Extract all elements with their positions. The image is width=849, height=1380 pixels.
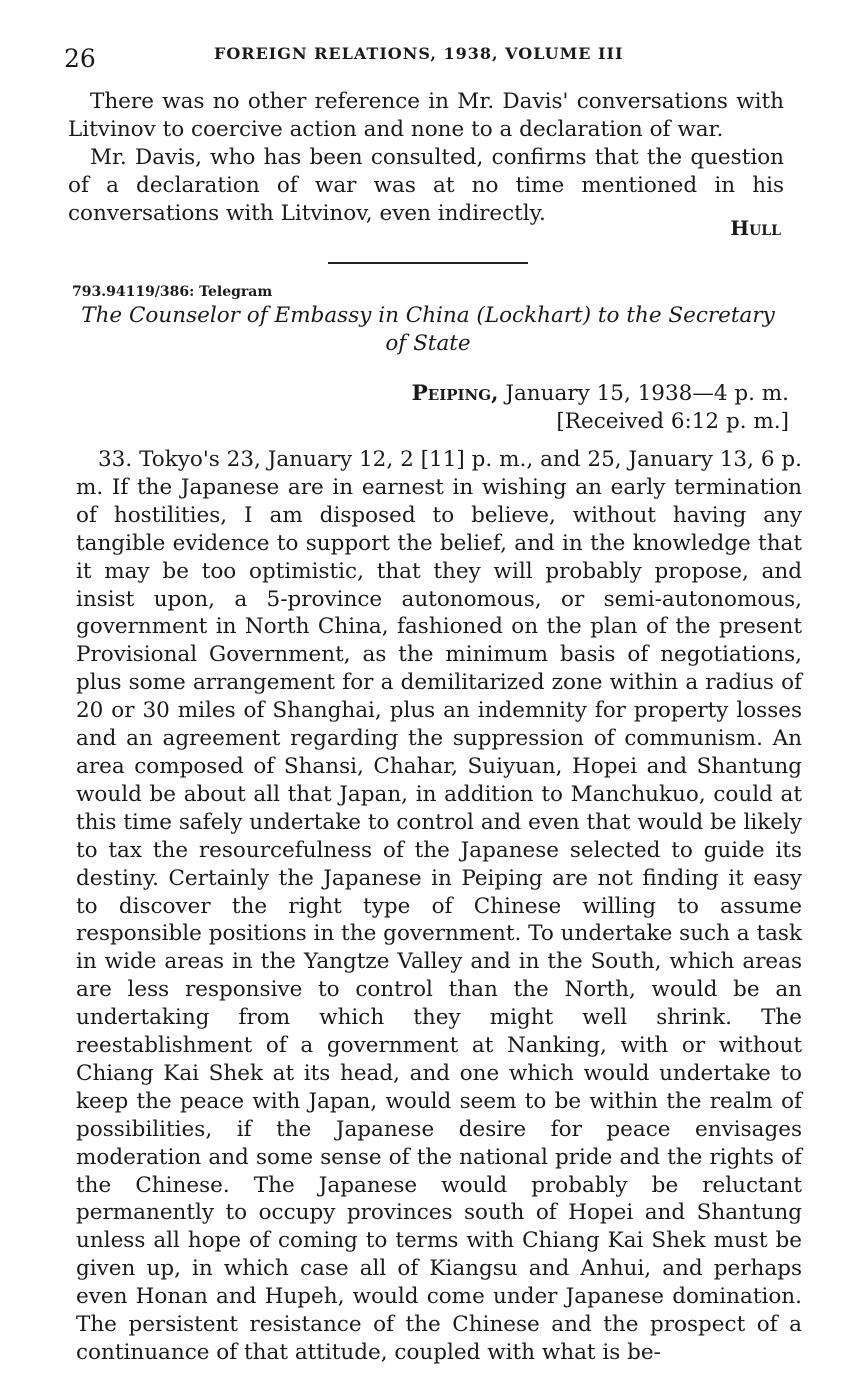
file-reference: 793.94119/386: Telegram	[72, 284, 273, 300]
received-line: [Received 6:12 p. m.]	[556, 409, 789, 434]
paragraph-previous-2: Mr. Davis, who has been consulted, confirms that the question of a declaration of war was at no time mentioned in his conversations with Litvinov, even indirectly.	[68, 145, 784, 226]
running-head: FOREIGN RELATIONS, 1938, VOLUME III	[214, 44, 624, 63]
telegram-body: 33. Tokyo's 23, January 12, 2 [11] p. m., and 25, January 13, 6 p. m. If the Japanese are in earnest in wishing an early termination of hostilities, I am disposed to believe, without having any tangible evidence to support the belief, and in the knowledge that it may be too optimistic, that they will probably propose, and insist upon, a 5-province autonomous, or semi-autonomous, government in North China, fashioned on the plan of the present Provisional Government, as the minimum basis of negotiations, plus some arrangement for a demilitarized zone within a radius of 20 or 30 miles of Shanghai, plus an indemnity for property losses and an agreement regarding the suppression of communism. An area composed of Shansi, Chahar, Suiyuan, Hopei and Shantung would be about all that Japan, in addition to Manchukuo, could at this time safely undertake to control and even that would be likely to tax the resourcefulness of the Japanese selected to guide its destiny. Certainly the Japanese in Peiping are not finding it easy to discover the right type of Chinese willing to assume responsible positions in the government. To undertake such a task in wide areas in the Yangtze Valley and in the South, which areas are less responsive to control than the North, would be an undertaking from which they might well shrink. The reestablishment of a government at Nanking, with or without Chiang Kai Shek at its head, and one which would undertake to keep the peace with Japan, would seem to be within the realm of possibilities, if the Japanese desire for peace envisages moderation and some sense of the national pride and the rights of the Chinese. The Japanese would probably be reluctant permanently to occupy provinces south of Hopei and Shantung unless all hope of coming to terms with Chiang Kai Shek must be given up, in which case all of Kiangsu and Anhui, and perhaps even Honan and Hupeh, would come under Japanese domination. The persistent resistance of the Chinese and the prospect of a continuance of that attitude, coupled with what is be-	[76, 447, 802, 1365]
dateline-line	[412, 380, 789, 408]
signature: Hull	[730, 216, 781, 240]
dateline-date: January 15, 1938—4 p. m.	[505, 381, 789, 406]
dateline-place: Peiping,	[411, 381, 499, 406]
page-header	[64, 40, 784, 74]
dateline	[412, 380, 789, 436]
page-number: 26	[64, 44, 96, 73]
document-title: The Counselor of Embassy in China (Lockhart) to the Secretary of State	[81, 303, 775, 356]
section-divider	[328, 262, 528, 264]
paragraph-previous-1: There was no other reference in Mr. Davis' conversations with Litvinov to coercive action and none to a declaration of war.	[68, 89, 784, 142]
